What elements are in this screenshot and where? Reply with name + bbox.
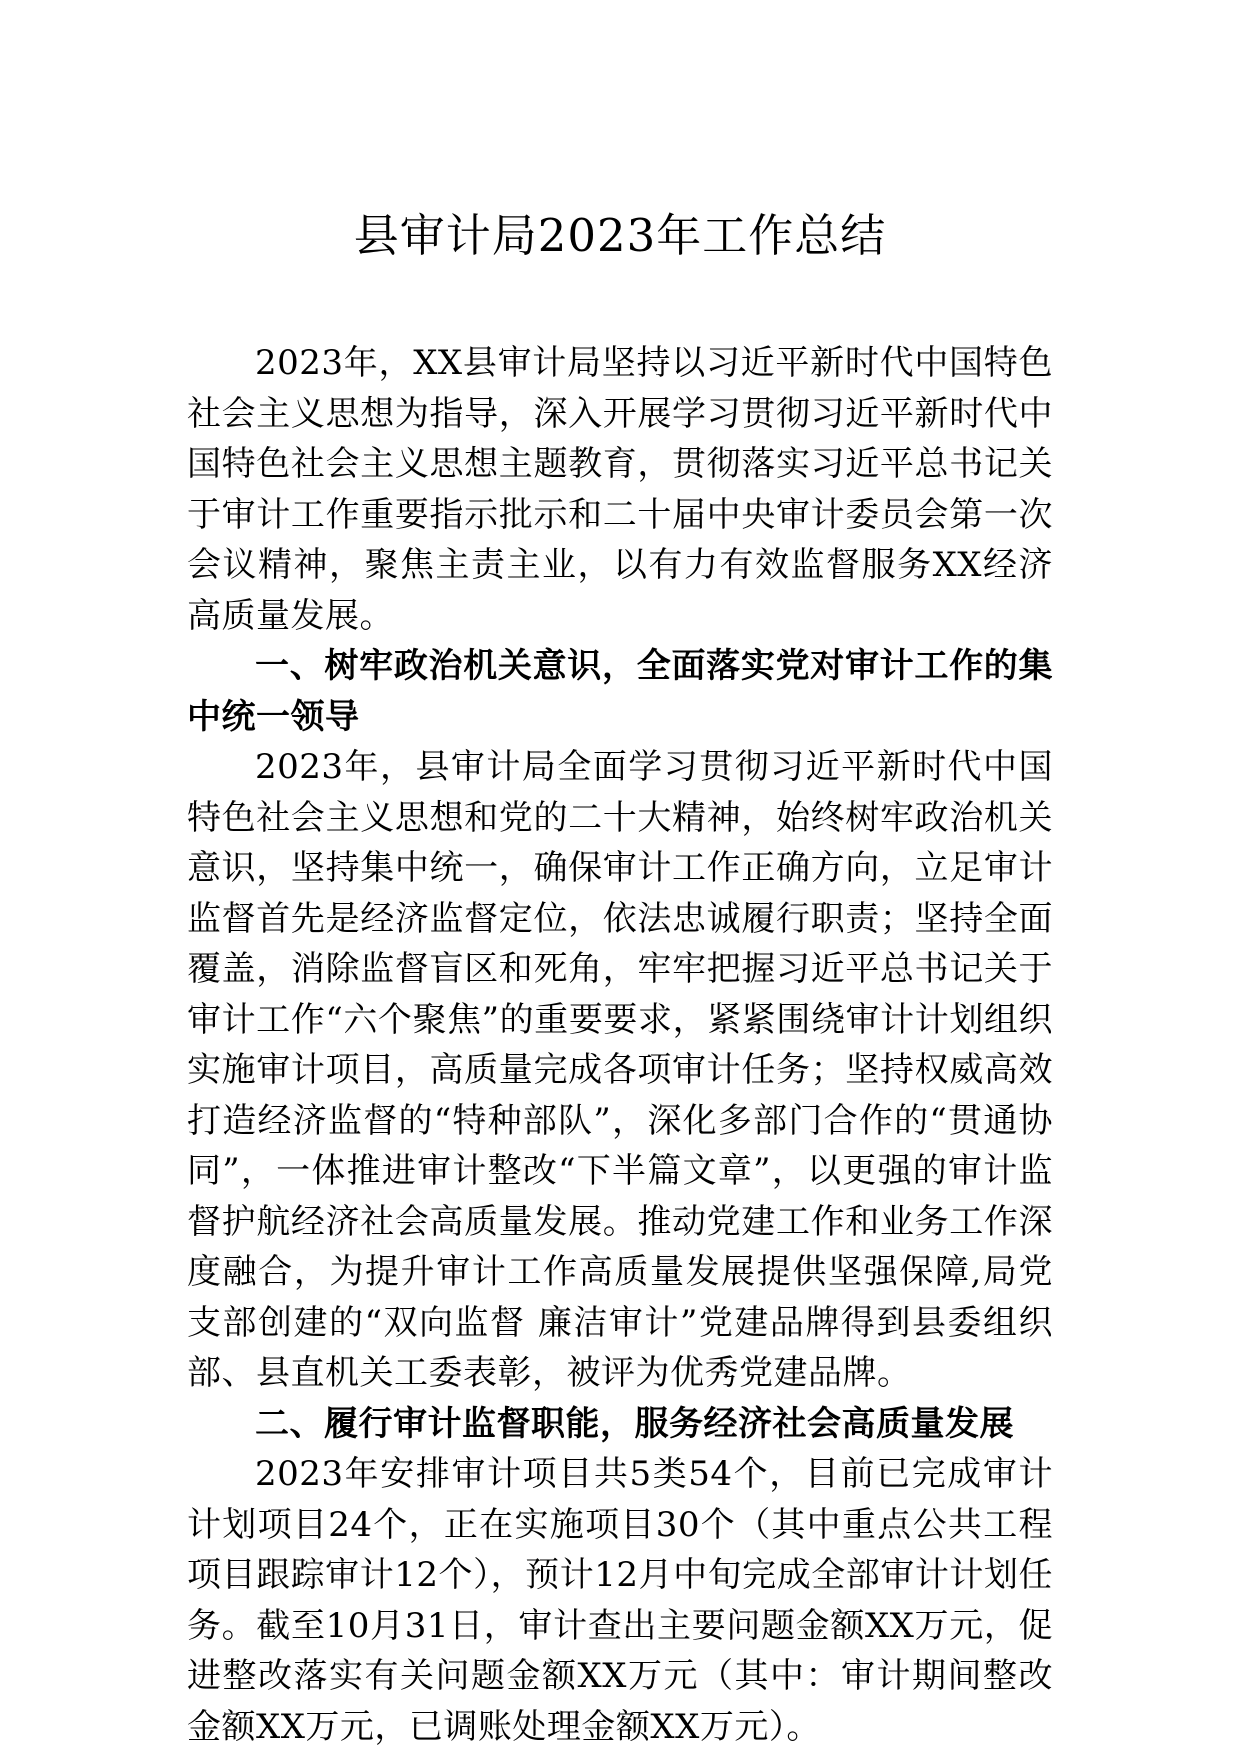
section-heading-2: 二、履行审计监督职能，服务经济社会高质量发展 <box>255 1403 1014 1444</box>
document-body <box>187 338 1053 1752</box>
section-heading-1: 一、树牢政治机关意识，全面落实党对审计工作的集中统一领导 <box>187 646 1053 737</box>
document-title: 县审计局2023年工作总结 <box>353 209 887 262</box>
section-1-paragraph: 2023年，县审计局全面学习贯彻习近平新时代中国特色社会主义思想和党的二十大精神，始终树牢政治机关意识，坚持集中统一，确保审计工作正确方向，立足审计监督首先是经济监督定位，依法忠诚履行职责；坚持全面覆盖，消除监督盲区和死角，牢牢把握习近平总书记关于审计工作“六个聚焦”的重要要求，紧紧围绕审计计划组织实施审计项目，高质量完成各项审计任务；坚持权威高效打造经济监督的“特种部队”，深化多部门合作的“贯通协同”，一体推进审计整改“下半篇文章”，以更强的审计监督护航经济社会高质量发展。推动党建工作和业务工作深度融合，为提升审计工作高质量发展提供坚强保障,局党支部创建的“双向监督 廉洁审计”党建品牌得到县委组织部、县直机关工委表彰，被评为优秀党建品牌。 <box>187 747 1053 1393</box>
section-2-paragraph: 2023年安排审计项目共5类54个，目前已完成审计计划项目24个，正在实施项目30个（其中重点公共工程项目跟踪审计12个），预计12月中旬完成全部审计计划任务。截至10月31日，审计查出主要问题金额XX万元，促进整改落实有关问题金额XX万元（其中：审计期间整改金额XX万元，已调账处理金额XX万元）。 <box>187 1454 1053 1747</box>
intro-paragraph: 2023年，XX县审计局坚持以习近平新时代中国特色社会主义思想为指导，深入开展学习贯彻习近平新时代中国特色社会主义思想主题教育，贯彻落实习近平总书记关于审计工作重要指示批示和二十届中央审计委员会第一次会议精神，聚焦主责主业，以有力有效监督服务XX经济高质量发展。 <box>187 343 1053 636</box>
